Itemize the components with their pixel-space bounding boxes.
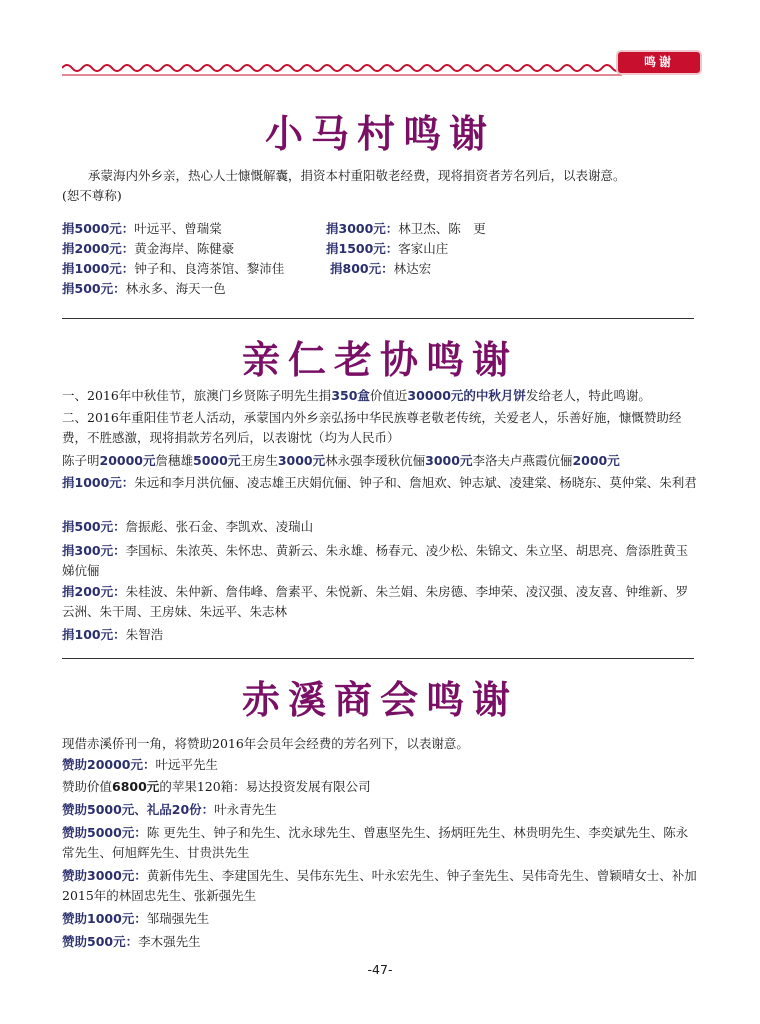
section-tag: 鸣谢: [616, 50, 702, 75]
donor-row: 捐1000元：钟子和、良湾茶馆、黎沛佳: [62, 261, 285, 276]
section-divider: [62, 318, 694, 319]
s1-intro-note: (恕不尊称): [62, 188, 122, 203]
donor-row: 捐1000元：朱远和李月洪伉俪、凌志雄王庆娟伉俪、钟子和、詹旭欢、钟志斌、凌建棠、杨晓东、莫仲棠、朱利君: [62, 475, 697, 490]
donor-row: 赞助价值6800元的苹果120箱：易达投资发展有限公司: [62, 779, 371, 794]
donor-row: 捐800元：林达宏: [330, 261, 432, 276]
s3-intro: 现借赤溪侨刊一角，将赞助2016年会员年会经费的芳名列下，以表谢意。: [62, 736, 469, 751]
s2-para-2: 二、2016年重阳佳节老人活动，承蒙国内外乡亲弘扬中华民族尊老敬老传统，关爱老人，乐善好施，慷慨赞助经费，不胜感激，现将捐款芳名列后，以表谢忱（均为人民币）: [62, 410, 682, 445]
donor-row: 捐5000元：叶远平、曾瑞棠: [62, 221, 222, 236]
donor-row: 赞助3000元：黄新伟先生、李建国先生、吴伟东先生、叶永宏先生、钟子奎先生、吴伟奇先生、曾颖晴女士、补加2015年的林固忠先生、张新强先生: [62, 868, 697, 903]
donor-row: 捐500元：詹振彪、张石金、李凯欢、凌瑞山: [62, 519, 314, 534]
header-wave-divider: [62, 60, 622, 80]
donor-row: 捐500元：林永多、海天一色: [62, 281, 226, 296]
section-title-xiaomacun: 小马村鸣谢: [264, 111, 495, 156]
donor-row: 捐1500元：客家山庄: [326, 241, 449, 256]
section-title-chixi: 赤溪商会鸣谢: [241, 677, 518, 722]
donor-row: 捐2000元：黄金海岸、陈健豪: [62, 241, 235, 256]
donor-row: 捐3000元：林卫杰、陈 更: [326, 221, 486, 236]
donor-row: 赞助20000元：叶远平先生: [62, 757, 219, 772]
donor-row: 捐200元：朱桂波、朱仲新、詹伟峰、詹素平、朱悦新、朱兰娟、朱房德、李坤荣、凌汉强、凌友喜、钟维新、罗云洲、朱干周、王房妹、朱远平、朱志林: [62, 584, 689, 619]
donor-row: 赞助1000元：邹瑞强先生: [62, 911, 210, 926]
s2-para-1: 一、2016年中秋佳节，旅澳门乡贤陈子明先生捐350盒价值近30000元的中秋月饼发给老人，特此鸣谢。: [62, 388, 651, 403]
s2-top-donors: 陈子明20000元詹穗雄5000元王房生3000元林永强李瑷秋伉俪3000元李洛夫卢燕霞伉俪2000元: [62, 453, 620, 468]
donor-row: 赞助5000元、礼品20份：叶永青先生: [62, 802, 277, 817]
page-number: -47-: [367, 962, 393, 977]
section-divider: [62, 658, 694, 659]
donor-row: 捐300元：李国标、朱浓英、朱怀忠、黄新云、朱永雄、杨春元、凌少松、朱锦文、朱立坚、胡思亮、詹添胜黄玉娣伉俪: [62, 543, 689, 578]
donor-row: 赞助500元：李木强先生: [62, 934, 201, 949]
donor-row: 捐100元：朱智浩: [62, 627, 164, 642]
donor-row: 赞助5000元：陈 更先生、钟子和先生、沈永球先生、曾惠坚先生、扬炳旺先生、林贵明先生、李奕斌先生、陈永常先生、何旭辉先生、甘贵洪先生: [62, 825, 689, 860]
section-title-qinren: 亲仁老协鸣谢: [241, 337, 518, 382]
s1-intro: 承蒙海内外乡亲，热心人士慷慨解囊，捐资本村重阳敬老经费，现将捐资者芳名列后，以表谢意。: [88, 168, 626, 183]
